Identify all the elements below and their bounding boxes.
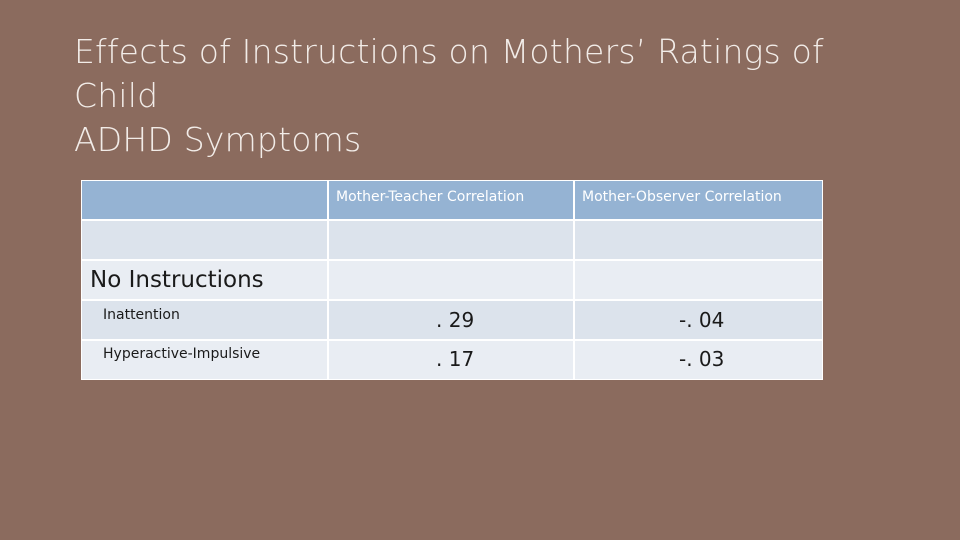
header-mother-teacher-label: Mother-Teacher Correlation xyxy=(336,189,525,205)
group-label-no-instructions: No Instructions xyxy=(90,267,264,293)
table-row-cell xyxy=(81,220,328,260)
value-mother-observer-hyperactive: -. 03 xyxy=(679,347,725,371)
header-cell-mother-teacher xyxy=(328,180,574,220)
value-mother-teacher-hyperactive: . 17 xyxy=(436,347,475,371)
table-row-cell xyxy=(574,220,823,260)
row-label-inattention: Inattention xyxy=(103,307,180,323)
row-label-hyperactive-impulsive: Hyperactive-Impulsive xyxy=(103,346,261,362)
slide-title xyxy=(74,30,914,162)
table-row-cell xyxy=(328,220,574,260)
slide-title-line-1: Effects of Instructions on Mothers’ Ratings of Child xyxy=(74,32,824,115)
slide-title-line-2: ADHD Symptoms xyxy=(74,120,362,159)
value-mother-observer-inattention: -. 04 xyxy=(679,308,725,332)
table-row-cell xyxy=(328,260,574,300)
table-row-cell xyxy=(574,260,823,300)
header-cell-blank xyxy=(81,180,328,220)
value-mother-teacher-inattention: . 29 xyxy=(436,308,475,332)
header-mother-observer-label: Mother-Observer Correlation xyxy=(582,189,782,205)
header-cell-mother-observer xyxy=(574,180,823,220)
